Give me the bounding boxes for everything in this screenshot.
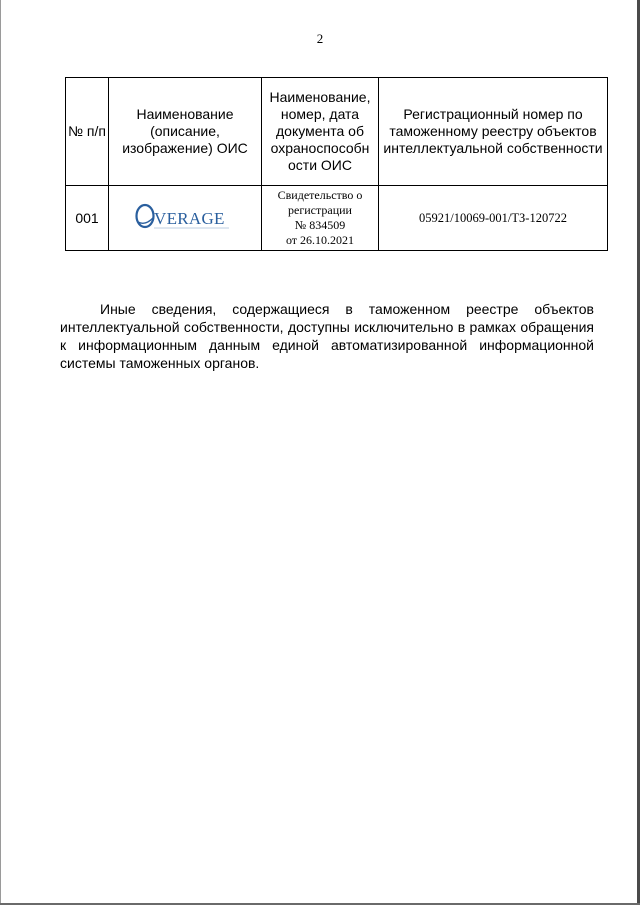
- row-document: [262, 186, 379, 251]
- table-row: [66, 186, 608, 251]
- overage-logo: [135, 201, 235, 231]
- document-line: № 834509: [294, 218, 346, 232]
- document-line: от 26.10.2021: [285, 233, 355, 247]
- ip-registry-table: [65, 77, 608, 251]
- header-number: № п/п: [66, 78, 109, 186]
- header-document: Наименование, номер, дата документа об охраноспособн ости ОИС: [262, 78, 379, 186]
- svg-text:VERAGE: VERAGE: [154, 209, 225, 228]
- page-left-edge: [0, 0, 1, 905]
- page-number: 2: [316, 31, 324, 46]
- document-line: регистрации: [288, 203, 352, 217]
- overage-logo-image: [135, 201, 235, 231]
- row-registration-number: 05921/10069-001/ТЗ-120722: [379, 186, 608, 251]
- note-paragraph: Иные сведения, содержащиеся в таможенном реестре объектов интеллектуальной собственности, доступны исключительно в рамках обращения к информационным данным единой автоматизированной информационной системы таможенных органов.: [60, 301, 594, 371]
- row-number: 001: [66, 186, 109, 251]
- header-registration-number: Регистрационный номер по таможенному реестру объектов интеллектуальной собственности: [379, 78, 608, 186]
- header-name: Наименование (описание, изображение) ОИС: [109, 78, 262, 186]
- row-logo-cell: [109, 186, 262, 251]
- table-header-row: [66, 78, 608, 186]
- document-line: Свидетельство о: [277, 188, 363, 202]
